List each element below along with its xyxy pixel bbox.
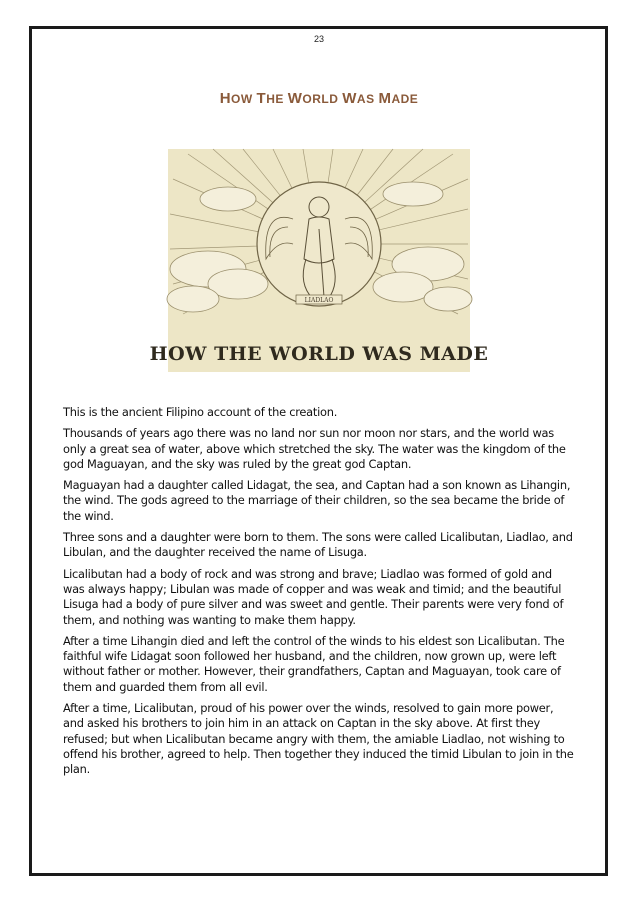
title-word: MADE: [378, 90, 419, 107]
paragraph: Maguayan had a daughter called Lidagat, the sea, and Captan had a son known as Lihangin, the wind. The gods agreed to the marriage of their children, so the sea became the bride of the wind.: [63, 478, 571, 523]
title-word: WORLD: [287, 90, 343, 107]
paragraph: Three sons and a daughter were born to them. The sons were called Licalibutan, Liadlao, and Libulan, and the daughter received the name of Lisuga.: [63, 530, 573, 560]
illustration-caption: HOW THE WORLD WAS MADE: [149, 343, 489, 365]
title-word: THE: [256, 90, 288, 107]
paragraph: Licalibutan had a body of rock and was strong and brave; Liadlao was formed of gold and was always happy; Libulan was made of copper and was weak and timid; and the beautiful Lisuga had a body of pure silver and was sweet and gentle. Their parents were very fond of them, and nothing was wanting to make them happy.: [63, 566, 564, 627]
page-title: [0, 90, 638, 107]
paragraph: After a time, Licalibutan, proud of his power over the winds, resolved to gain more power, and asked his brothers to join him in an attack on Captan in the sky above. At first they refused; but when Licalibutan became angry with them, the amiable Liadlao, not wishing to offend his brother, agreed to help. Then together they induced the timid Libulan to join in the plan.: [63, 701, 574, 777]
body-text: [63, 405, 575, 784]
title-word: HOW: [219, 90, 257, 107]
paragraph: This is the ancient Filipino account of the creation.: [63, 405, 338, 419]
paragraph: After a time Lihangin died and left the control of the winds to his eldest son Licalibutan. The faithful wife Lidagat soon followed her husband, and the children, now grown up, were left without father or mother. However, their grandfathers, Captan and Maguayan, took care of them and guarded them from all evil.: [63, 633, 565, 694]
medallion-icon: [257, 182, 381, 306]
illustration: [149, 149, 489, 372]
paragraph: Thousands of years ago there was no land nor sun nor moon nor stars, and the world was only a great sea of water, above which stretched the sky. The water was the kingdom of the god Maguayan, and the sky was ruled by the great god Captan.: [63, 426, 566, 471]
title-word: WAS: [342, 90, 379, 107]
page-number: 23: [313, 34, 324, 44]
illustration-drawing: [149, 149, 489, 372]
banner-label: LIADLAO: [304, 297, 334, 304]
